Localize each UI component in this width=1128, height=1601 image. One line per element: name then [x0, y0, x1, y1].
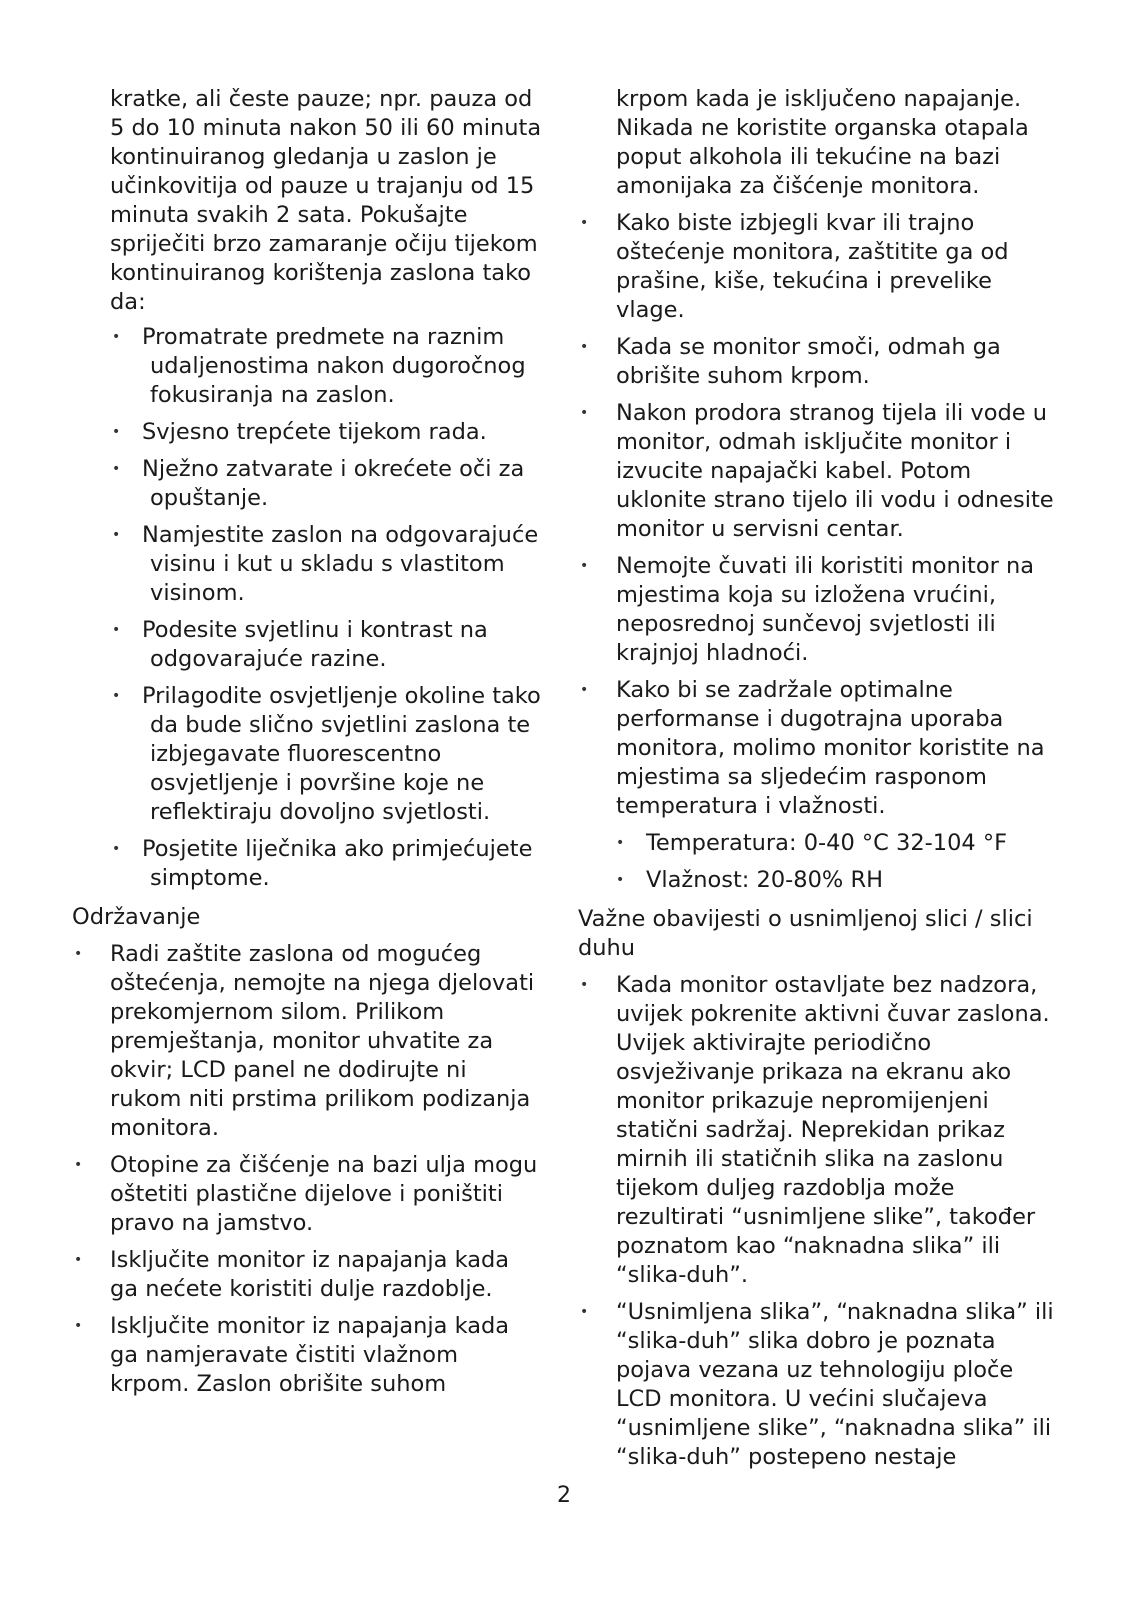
bullet-icon: •	[580, 405, 589, 421]
list-item: • Radi zaštite zaslona od mogućeg oštećenja, nemojte na njega djelovati prekomjernom silom. Prilikom premještanja, monitor uhvatite za okvir; LCD panel ne dodirujte ni rukom niti prstima prilikom podizanja monitora.	[74, 941, 535, 1141]
maintenance-list-continued	[578, 209, 1058, 895]
intro-paragraph: kratke, ali česte pauze; npr. pauza od 5 do 10 minuta nakon 50 ili 60 minuta kontinuiranog gledanja u zaslon je učinkovitija od pauze u trajanju od 15 minuta svakih 2 sata. Pokušajte spriječiti brzo zamaranje očiju tijekom kontinuiranog korištenja zaslona tako da:	[110, 86, 542, 315]
page-number: 2	[557, 1483, 571, 1508]
list-item: • Vlažnost: 20-80% RH	[616, 867, 884, 893]
list-item: • Kada monitor ostavljate bez nadzora, uvijek pokrenite aktivni čuvar zaslona. Uvijek aktivirajte periodično osvježivanje prikaza na ekranu ako monitor prikazuje nepromijenjeni statični sadržaj. Neprekidan prikaz mirnih ili statičnih slika na zaslonu tijekom duljeg razdoblja može rezultirati “usnimljene slike”, također poznatom kao “naknadna slika” ili “slika-duh”.	[580, 972, 1050, 1288]
bullet-icon: •	[74, 1318, 83, 1334]
list-item: • Prilagodite osvjetljenje okoline tako da bude slično svjetlini zaslona te izbjegavate fluorescentno osvjetljenje i površine koje ne reflektiraju dovoljno svjetlosti.	[112, 683, 541, 825]
bullet-icon: •	[616, 835, 625, 851]
list-item: • Svjesno trepćete tijekom rada.	[112, 419, 487, 445]
list-item: • Temperatura: 0-40 °C 32-104 °F	[616, 830, 1008, 856]
list-item: • Promatrate predmete na raznim udaljenostima nakon dugoročnog fokusiranja na zaslon.	[112, 324, 526, 408]
burn-in-list	[578, 971, 1058, 1472]
bullet-icon: •	[112, 424, 121, 440]
list-item: • Kada se monitor smoči, odmah ga obrišite suhom krpom.	[580, 334, 1001, 389]
list-item: • Kako bi se zadržale optimalne performanse i dugotrajna uporaba monitora, molimo monitor koristite na mjestima sa sljedećim rasponom temperatura i vlažnosti. • Temperatura: 0-40 °C 32-104 °F • Vlažnost: 20-80% RH	[578, 676, 1058, 895]
operating-conditions-list	[578, 829, 1058, 895]
continuation-paragraph: krpom kada je isključeno napajanje. Nikada ne koristite organska otapala poput alkohola ili tekućine na bazi amonijaka za čišćenje monitora.	[616, 86, 1029, 199]
bullet-icon: •	[112, 622, 121, 638]
bullet-icon: •	[74, 1252, 83, 1268]
eye-strain-tips-list	[72, 323, 542, 893]
maintenance-list	[72, 940, 542, 1399]
bullet-icon: •	[616, 872, 625, 888]
list-item: • Podesite svjetlinu i kontrast na odgovarajuće razine.	[112, 617, 488, 672]
bullet-icon: •	[112, 527, 121, 543]
bullet-icon: •	[112, 841, 121, 857]
bullet-icon: •	[74, 946, 83, 962]
bullet-icon: •	[580, 558, 589, 574]
bullet-icon: •	[580, 682, 589, 698]
bullet-icon: •	[580, 339, 589, 355]
bullet-icon: •	[112, 688, 121, 704]
list-item: • “Usnimljena slika”, “naknadna slika” ili “slika-duh” slika dobro je poznata pojava vezana uz tehnologiju ploče LCD monitora. U većini slučajeva “usnimljene slike”, “naknadna slika” ili “slika-duh” postepeno nestaje	[580, 1299, 1054, 1470]
list-item: • Nježno zatvarate i okrećete oči za opuštanje.	[112, 456, 525, 511]
list-item: • Isključite monitor iz napajanja kada ga nećete koristiti dulje razdoblje.	[74, 1247, 510, 1302]
maintenance-heading: Održavanje	[72, 904, 201, 930]
right-column	[578, 85, 1058, 1480]
bullet-icon: •	[112, 329, 121, 345]
burn-in-heading: Važne obavijesti o usnimljenoj slici / slici duhu	[578, 906, 1033, 961]
bullet-icon: •	[580, 1304, 589, 1320]
list-item: • Isključite monitor iz napajanja kada ga namjeravate čistiti vlažnom krpom. Zaslon obrišite suhom	[74, 1313, 510, 1397]
list-item: • Posjetite liječnika ako primjećujete simptome.	[112, 836, 533, 891]
bullet-icon: •	[580, 215, 589, 231]
list-item: • Nemojte čuvati ili koristiti monitor na mjestima koja su izložena vrućini, neposrednoj sunčevoj svjetlosti ili krajnjoj hladnoći.	[580, 553, 1035, 666]
list-item: • Nakon prodora stranog tijela ili vode u monitor, odmah isključite monitor i izvucite napajački kabel. Potom uklonite strano tijelo ili vodu i odnesite monitor u servisni centar.	[580, 400, 1054, 542]
bullet-icon: •	[74, 1157, 83, 1173]
bullet-icon: •	[580, 977, 589, 993]
left-column	[72, 85, 542, 1407]
list-item: • Kako biste izbjegli kvar ili trajno oštećenje monitora, zaštitite ga od prašine, kiše, tekućina i prevelike vlage.	[580, 210, 1009, 323]
list-item: • Namjestite zaslon na odgovarajuće visinu i kut u skladu s vlastitom visinom.	[112, 522, 539, 606]
bullet-icon: •	[112, 461, 121, 477]
list-item: • Otopine za čišćenje na bazi ulja mogu oštetiti plastične dijelove i poništiti pravo na jamstvo.	[74, 1152, 538, 1236]
